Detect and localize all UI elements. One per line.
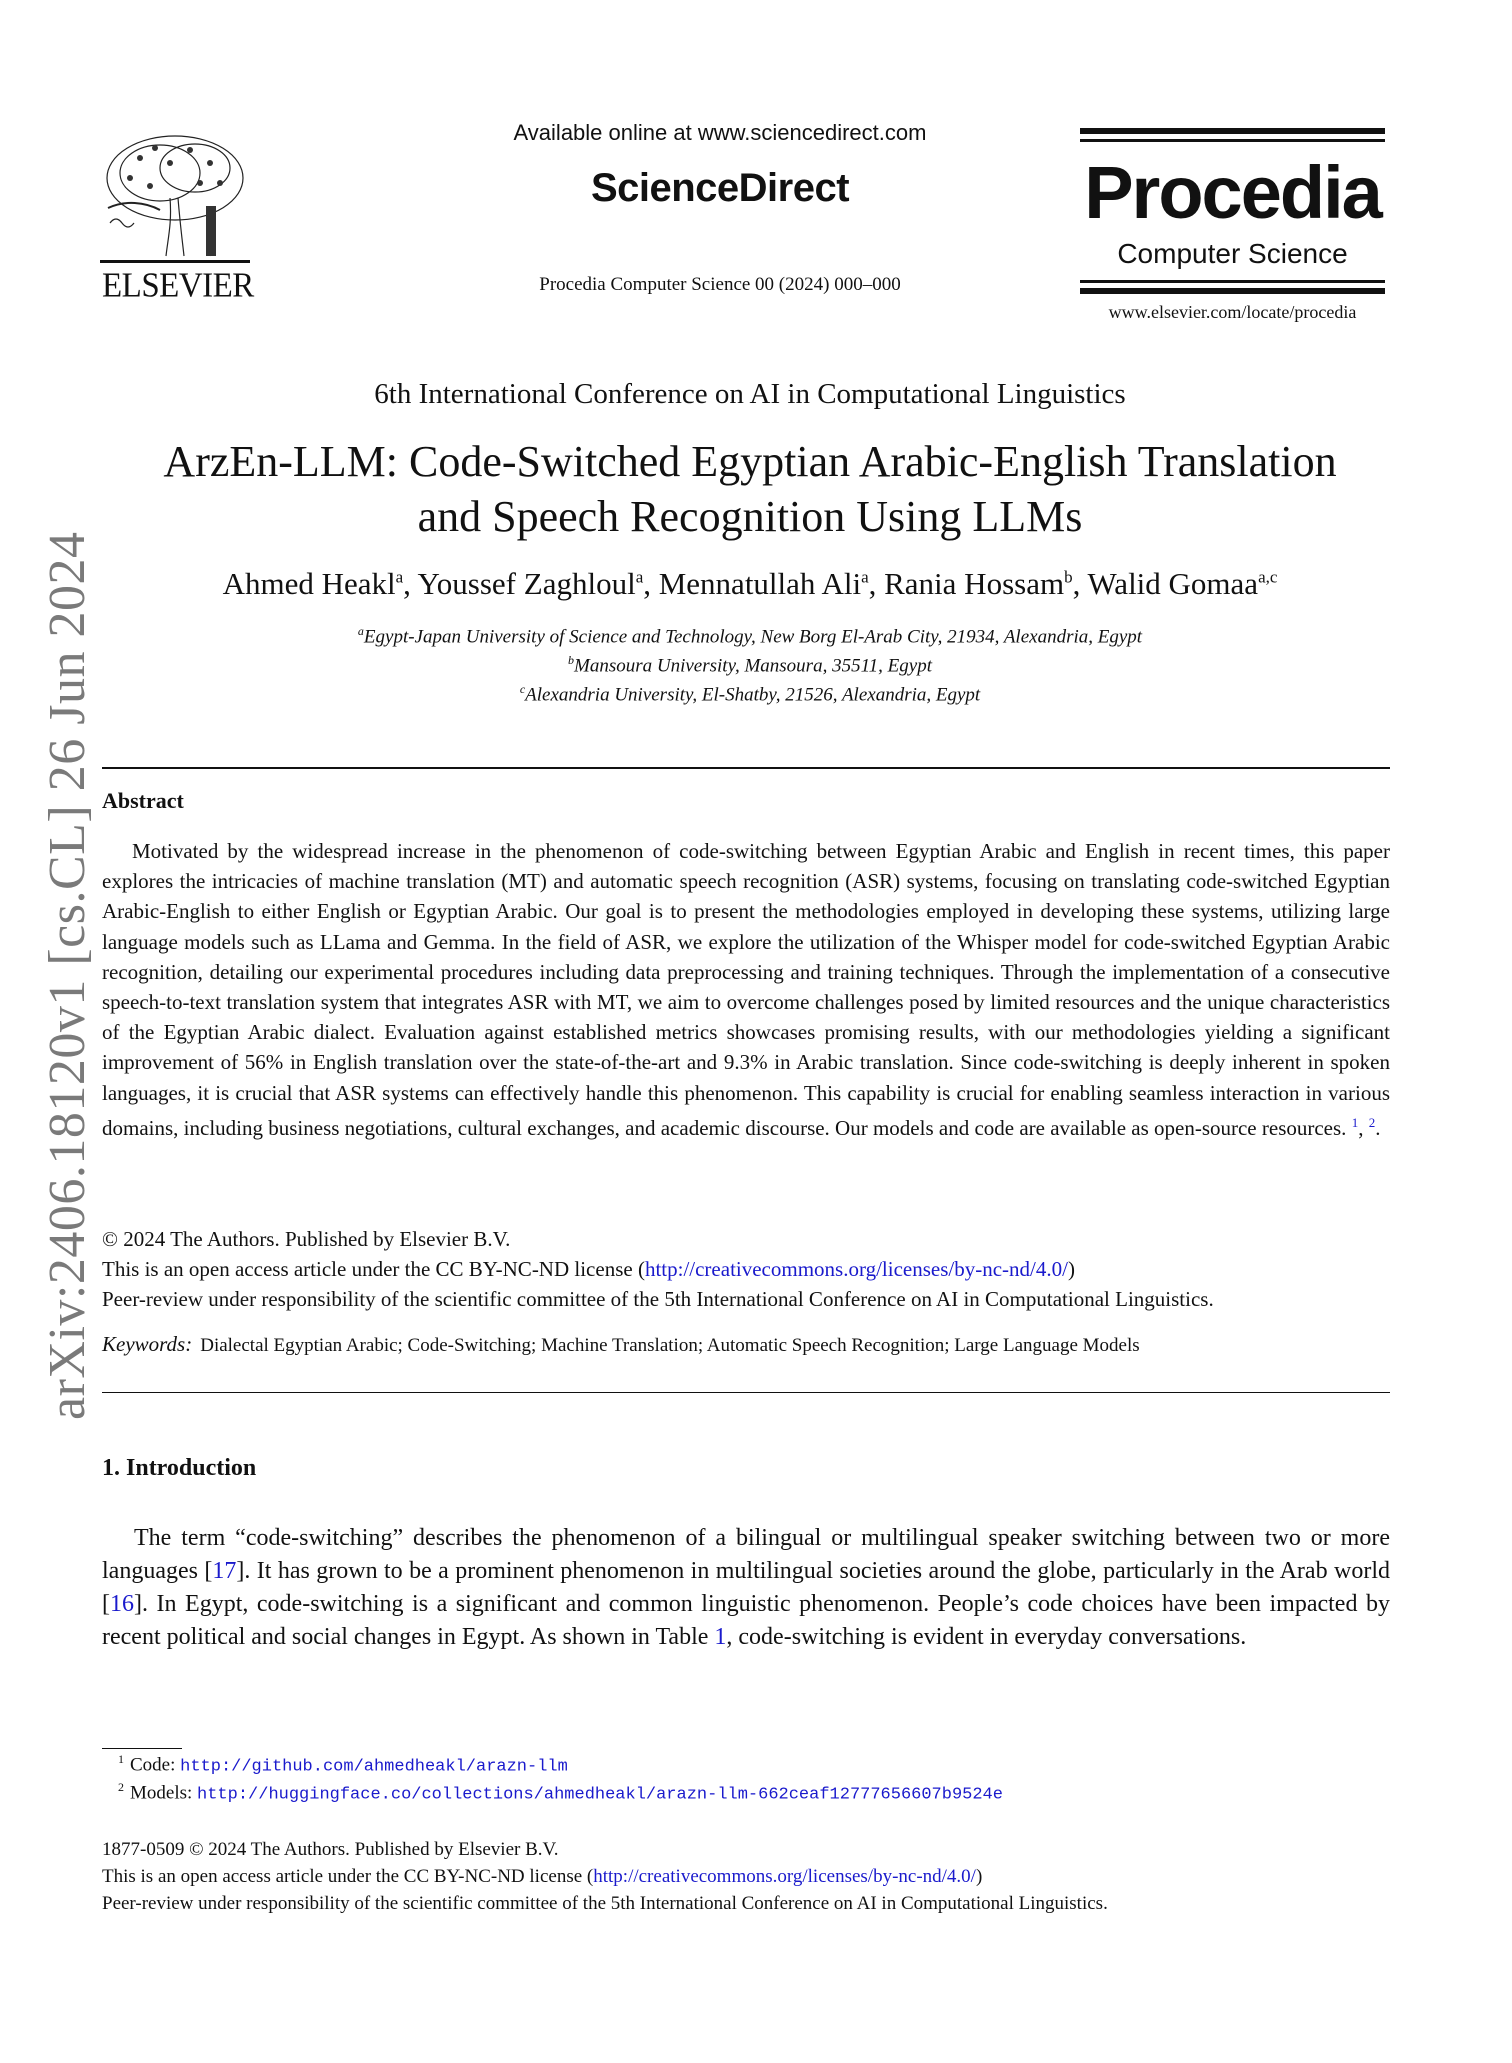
- procedia-subtitle: Computer Science: [1117, 238, 1348, 269]
- paper-title: [100, 434, 1400, 544]
- citation-link[interactable]: 16: [110, 1591, 134, 1617]
- keywords-label: Keywords:: [102, 1332, 193, 1356]
- journal-url-link[interactable]: www.elsevier.com/locate/procedia: [1108, 302, 1357, 322]
- footnote-label: Models:: [130, 1782, 193, 1804]
- paragraph-text: The term “code-switching” describes the phenomenon of a bilingual or multilingual speaker switching between two or more languages [: [102, 1525, 1390, 1584]
- paragraph-text: ]. It has grown to be a prominent phenomenon in multilingual societies around the globe, particularly in the Arab world [: [102, 1558, 1390, 1617]
- license-link[interactable]: http://creativecommons.org/licenses/by-nc-nd/4.0/: [644, 1257, 1068, 1281]
- author-affil-mark: a: [861, 567, 869, 587]
- affiliation: [100, 682, 1400, 706]
- footnote-number: 2: [118, 1780, 124, 1794]
- author-affil-mark: a: [395, 567, 404, 587]
- journal-citation: Procedia Computer Science 00 (2024) 000–000: [539, 274, 901, 295]
- license-text: ): [975, 1866, 983, 1887]
- footnote-url-link[interactable]: http://huggingface.co/collections/ahmedheakl/arazn-llm-662ceaf12777656607b9524e: [197, 1785, 1003, 1805]
- abstract-heading: Abstract: [102, 788, 184, 813]
- author-affil-mark: a,c: [1258, 567, 1278, 587]
- copyright-block: [102, 1224, 1402, 1314]
- procedia-title: Procedia: [1084, 151, 1381, 234]
- paragraph-text: , code-switching is evident in everyday conversations.: [726, 1624, 1247, 1650]
- footnote: [118, 1752, 568, 1776]
- paragraph-text: ]. In Egypt, code-switching is a significant and common linguistic phenomenon. People’s code choices have been impacted by recent political and social changes in Egypt. As shown in Table: [102, 1591, 1390, 1650]
- license-text: ): [1067, 1257, 1075, 1281]
- paper-title-line: and Speech Recognition Using LLMs: [417, 492, 1083, 541]
- abstract-body: [102, 836, 1390, 1143]
- footnote-number: 1: [118, 1752, 124, 1766]
- paper-title-line: ArzEn-LLM: Code-Switched Egyptian Arabic-English Translation: [163, 437, 1337, 486]
- footnote-ref[interactable]: 1: [1351, 1114, 1359, 1130]
- divider: [102, 1392, 1390, 1393]
- keywords: [102, 1332, 1402, 1357]
- affil-text: Mansoura University, Mansoura, 35511, Egypt: [574, 655, 932, 677]
- peer-review-line: Peer-review under responsibility of the scientific committee of the 5th International Conference on AI in Computational Linguistics.: [102, 1893, 1108, 1914]
- author-name: Mennatullah Ali: [658, 566, 862, 601]
- affiliation: [100, 624, 1400, 648]
- footnote-label: Code:: [130, 1754, 176, 1776]
- procedia-journal-logo: [1080, 128, 1385, 323]
- license-text: This is an open access article under the CC BY-NC-ND license (: [102, 1257, 645, 1281]
- logo-rule: [1080, 128, 1385, 134]
- affil-text: Egypt-Japan University of Science and Technology, New Borg El-Arab City, 21934, Alexandria, Egypt: [363, 626, 1143, 648]
- separator: ,: [1358, 1115, 1369, 1140]
- section-heading-introduction: 1. Introduction: [102, 1455, 257, 1481]
- affiliation: [100, 653, 1400, 677]
- license-link[interactable]: http://creativecommons.org/licenses/by-nc-nd/4.0/: [593, 1866, 976, 1887]
- publisher-name: ELSEVIER: [102, 267, 254, 305]
- author-name: Rania Hossam: [884, 566, 1065, 601]
- author-affil-mark: b: [1064, 567, 1073, 587]
- available-online-link[interactable]: Available online at www.sciencedirect.com: [513, 120, 927, 145]
- author-name: Walid Gomaa: [1087, 566, 1259, 601]
- footnote-divider: [102, 1748, 182, 1749]
- introduction-paragraph: [102, 1522, 1390, 1654]
- punctuation: .: [1375, 1115, 1381, 1140]
- footnote: [118, 1780, 1003, 1804]
- issn-copyright-block: [102, 1836, 1402, 1917]
- abstract-text: Motivated by the widespread increase in the phenomenon of code-switching between Egyptian Arabic and English in recent times, this paper explores the intricacies of machine translation (MT) and automatic speech recognition (ASR) systems, focusing on translating code-switched Egyptian Arabic-English to either English or Egyptian Arabic. Our goal is to present the methodologies employed in developing these systems, utilizing large language models such as LLama and Gemma. In the field of ASR, we explore the utilization of the Whisper model for code-switched Egyptian Arabic recognition, detailing our experimental procedures including data preprocessing and training techniques. Through the implementation of a consecutive speech-to-text translation system that integrates ASR with MT, we aim to overcome challenges posed by limited resources and the unique characteristics of the Egyptian Arabic dialect. Evaluation against established metrics showcases promising results, with our methodologies yielding a significant improvement of 56% in English translation over the state-of-the-art and 9.3% in Arabic translation. Since code-switching is deeply inherent in spoken languages, it is crucial that ASR systems can effectively handle this phenomenon. This capability is crucial for enabling seamless interaction in various domains, including business negotiations, cultural exchanges, and academic discourse. Our models and code are available as open-source resources.: [102, 839, 1390, 1140]
- copyright-line: © 2024 The Authors. Published by Elsevier B.V.: [102, 1227, 511, 1251]
- affil-text: Alexandria University, El-Shatby, 21526, Alexandria, Egypt: [525, 684, 981, 706]
- issn-line: 1877-0509 © 2024 The Authors. Published by Elsevier B.V.: [102, 1839, 559, 1860]
- license-line: [102, 1863, 1402, 1890]
- license-text: This is an open access article under the CC BY-NC-ND license (: [102, 1866, 594, 1887]
- affil-key: b: [568, 653, 574, 667]
- affil-key: a: [357, 624, 364, 638]
- footnote-ref[interactable]: 2: [1368, 1114, 1376, 1130]
- peer-review-line: Peer-review under responsibility of the scientific committee of the 5th International Conference on AI in Computational Linguistics.: [102, 1287, 1214, 1311]
- arxiv-identifier-stamp: arXiv:2406.18120v1 [cs.CL] 26 Jun 2024: [39, 531, 96, 1420]
- affil-key: c: [519, 682, 526, 696]
- logo-rule: [1080, 139, 1385, 142]
- author-affil-mark: a: [635, 567, 644, 587]
- author-name: Youssef Zaghloul: [417, 566, 636, 601]
- logo-rule: [1080, 280, 1385, 283]
- keywords-text: Dialectal Egyptian Arabic; Code-Switching; Machine Translation; Automatic Speech Recognition; Large Language Models: [200, 1335, 1140, 1356]
- citation-link[interactable]: 17: [212, 1558, 237, 1584]
- sciencedirect-logo: ScienceDirect: [590, 166, 850, 210]
- license-line: [102, 1254, 1402, 1284]
- divider: [102, 767, 1390, 769]
- table-ref-link[interactable]: 1: [714, 1624, 727, 1650]
- logo-rule: [1080, 288, 1385, 294]
- author-list: Ahmed Heakl$^a$, Youssef Zaghloul$^a$, Mennatullah Ali$^a$, Rania Hossam$^b$, Walid Gomaa$^{a,c}$: [222, 566, 1278, 601]
- conference-name: 6th International Conference on AI in Computational Linguistics: [374, 378, 1126, 410]
- author-name: Ahmed Heakl: [222, 566, 396, 601]
- footnote-url-link[interactable]: http://github.com/ahmedheakl/arazn-llm: [180, 1757, 568, 1777]
